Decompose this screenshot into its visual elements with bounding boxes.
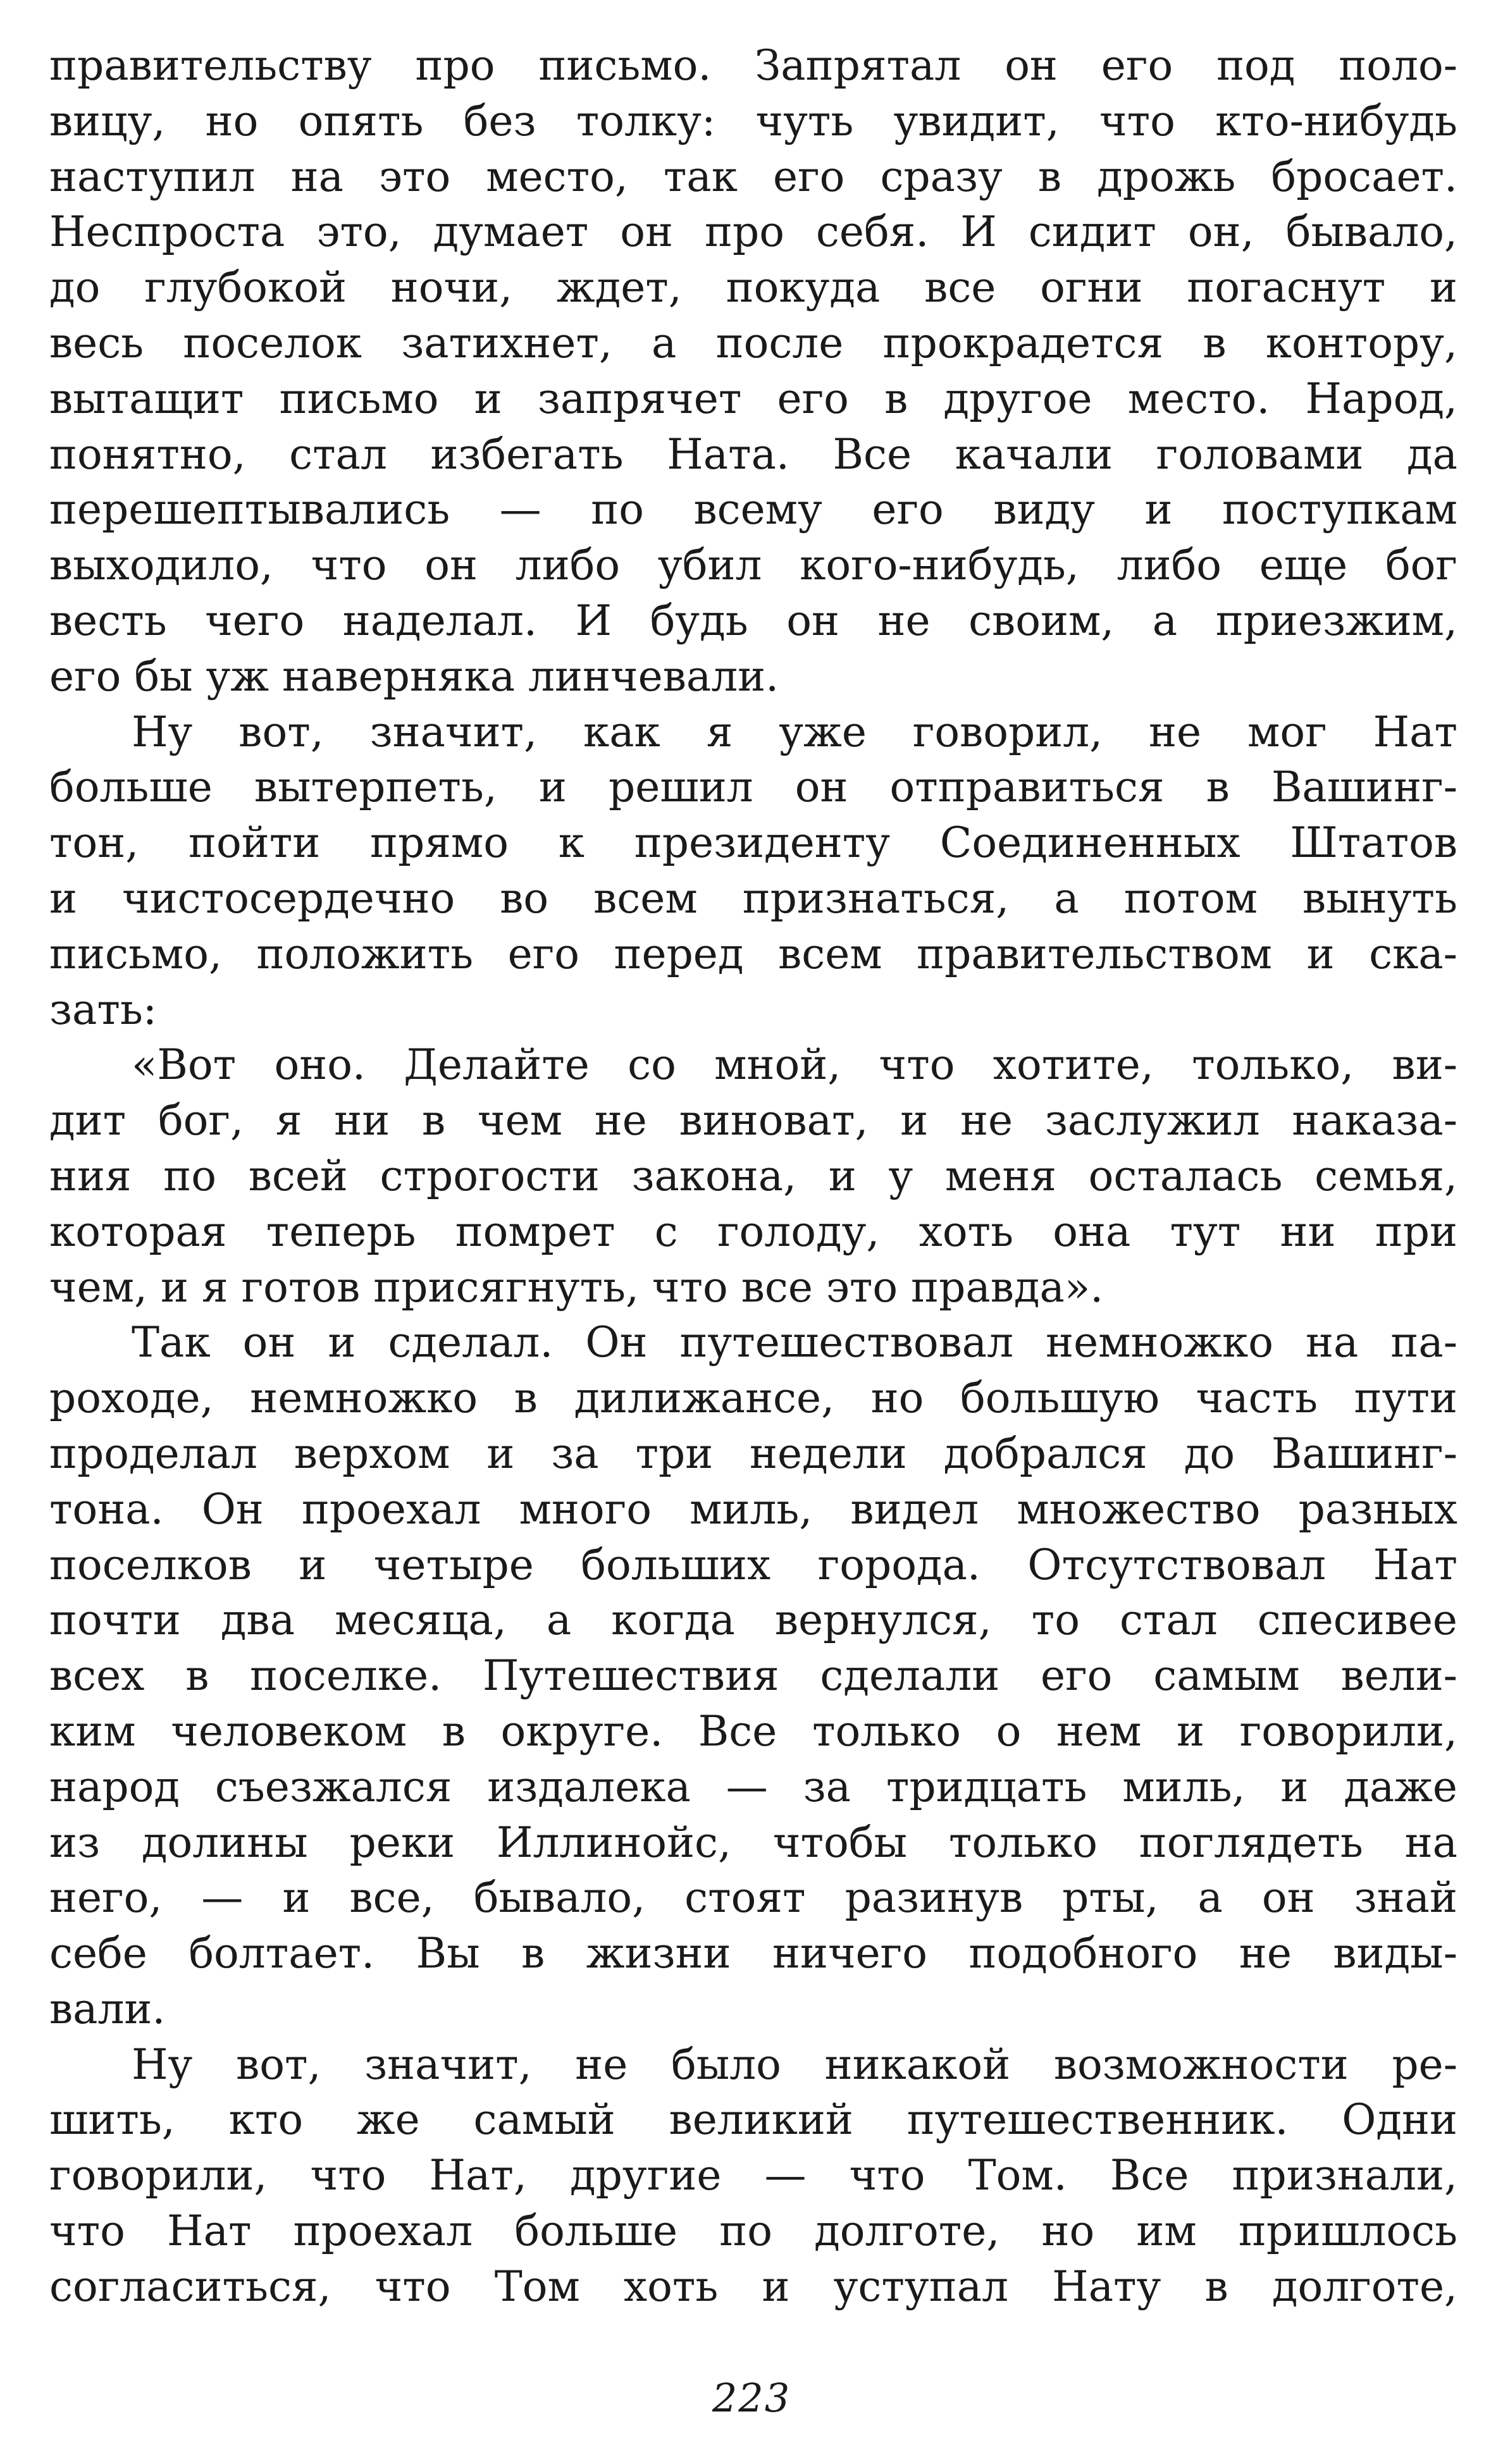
- text-line: народ съезжался издалека — за тридцать миль, и даже: [49, 1762, 1457, 1811]
- text-line: Ну вот, значит, как я уже говорил, не мог Нат: [132, 707, 1457, 756]
- text-line: выходило, что он либо убил кого-нибудь, либо еще бог: [49, 541, 1457, 590]
- text-line: поселков и четыре больших города. Отсутствовал Нат: [49, 1540, 1457, 1589]
- text-line: ния по всей строгости закона, и у меня осталась семья,: [49, 1151, 1457, 1200]
- text-line: зать:: [49, 985, 158, 1034]
- text-line: вицу, но опять без толку: чуть увидит, что кто-нибудь: [49, 96, 1457, 145]
- text-line: него, — и все, бывало, стоят разинув рты, а он знай: [49, 1873, 1457, 1923]
- text-line: которая теперь помрет с голоду, хоть она тут ни при: [49, 1207, 1457, 1256]
- text-line: тон, пойти прямо к президенту Соединенных Штатов: [49, 818, 1457, 868]
- text-line: ким человеком в округе. Все только о нем и говорили,: [49, 1706, 1457, 1756]
- text-line: роходе, немножко в дилижансе, но большую часть пути: [49, 1374, 1457, 1423]
- text-line: чем, и я готов присягнуть, что все это правда».: [49, 1262, 1104, 1312]
- text-line: наступил на это место, так его сразу в дрожь бросает.: [49, 152, 1457, 201]
- text-line: его бы уж наверняка линчевали.: [49, 651, 779, 701]
- paragraph-1: [49, 38, 1457, 705]
- text-line: шить, кто же самый великий путешественник. Одни: [49, 2095, 1457, 2145]
- text-line: правительству про письмо. Запрятал он его под поло-: [49, 41, 1457, 90]
- text-line: вытащит письмо и запрячет его в другое место. Народ,: [49, 374, 1457, 423]
- text-line: почти два месяца, а когда вернулся, то стал спесивее: [49, 1596, 1457, 1645]
- text-line: и чистосердечно во всем признаться, а потом вынуть: [49, 873, 1457, 923]
- page-number: 223: [712, 2375, 791, 2421]
- page-text: [49, 38, 1457, 2315]
- text-line: говорили, что Нат, другие — что Том. Все признали,: [49, 2151, 1457, 2200]
- text-line: понятно, стал избегать Ната. Все качали головами да: [49, 429, 1457, 479]
- text-line: что Нат проехал больше по долготе, но им пришлось: [49, 2207, 1457, 2256]
- text-line: больше вытерпеть, и решил он отправиться в Вашинг-: [49, 763, 1457, 812]
- text-line: проделал верхом и за три недели добрался до Вашинг-: [49, 1429, 1457, 1478]
- text-line: Ну вот, значит, не было никакой возможности ре-: [132, 2040, 1457, 2089]
- text-line: весь поселок затихнет, а после прокрадется в контору,: [49, 318, 1457, 367]
- text-line: перешептывались — по всему его виду и поступкам: [49, 485, 1457, 534]
- text-line: весть чего наделал. И будь он не своим, а приезжим,: [49, 596, 1457, 645]
- text-line: Так он и сделал. Он путешествовал немножко на па-: [132, 1318, 1457, 1367]
- text-line: дит бог, я ни в чем не виноват, и не заслужил наказа-: [49, 1096, 1457, 1145]
- text-line: до глубокой ночи, ждет, покуда все огни погаснут и: [49, 263, 1457, 312]
- text-line: себе болтает. Вы в жизни ничего подобного не виды-: [49, 1929, 1457, 1978]
- paragraph-2: [49, 705, 1457, 1038]
- text-line: всех в поселке. Путешествия сделали его самым вели-: [49, 1651, 1457, 1701]
- text-line: из долины реки Иллинойс, чтобы только поглядеть на: [49, 1818, 1457, 1867]
- text-line: согласиться, что Том хоть и уступал Нату в долготе,: [49, 2262, 1457, 2311]
- text-line: «Вот оно. Делайте со мной, что хотите, только, ви-: [132, 1040, 1457, 1090]
- text-line: вали.: [49, 1984, 166, 2033]
- paragraph-3-quote: [49, 1037, 1457, 1315]
- text-line: тона. Он проехал много миль, видел множество разных: [49, 1484, 1457, 1534]
- text-line: Неспроста это, думает он про себя. И сидит он, бывало,: [49, 207, 1457, 257]
- text-line: письмо, положить его перед всем правительством и ска-: [49, 929, 1457, 978]
- paragraph-5: [49, 2037, 1457, 2315]
- paragraph-4: [49, 1315, 1457, 2036]
